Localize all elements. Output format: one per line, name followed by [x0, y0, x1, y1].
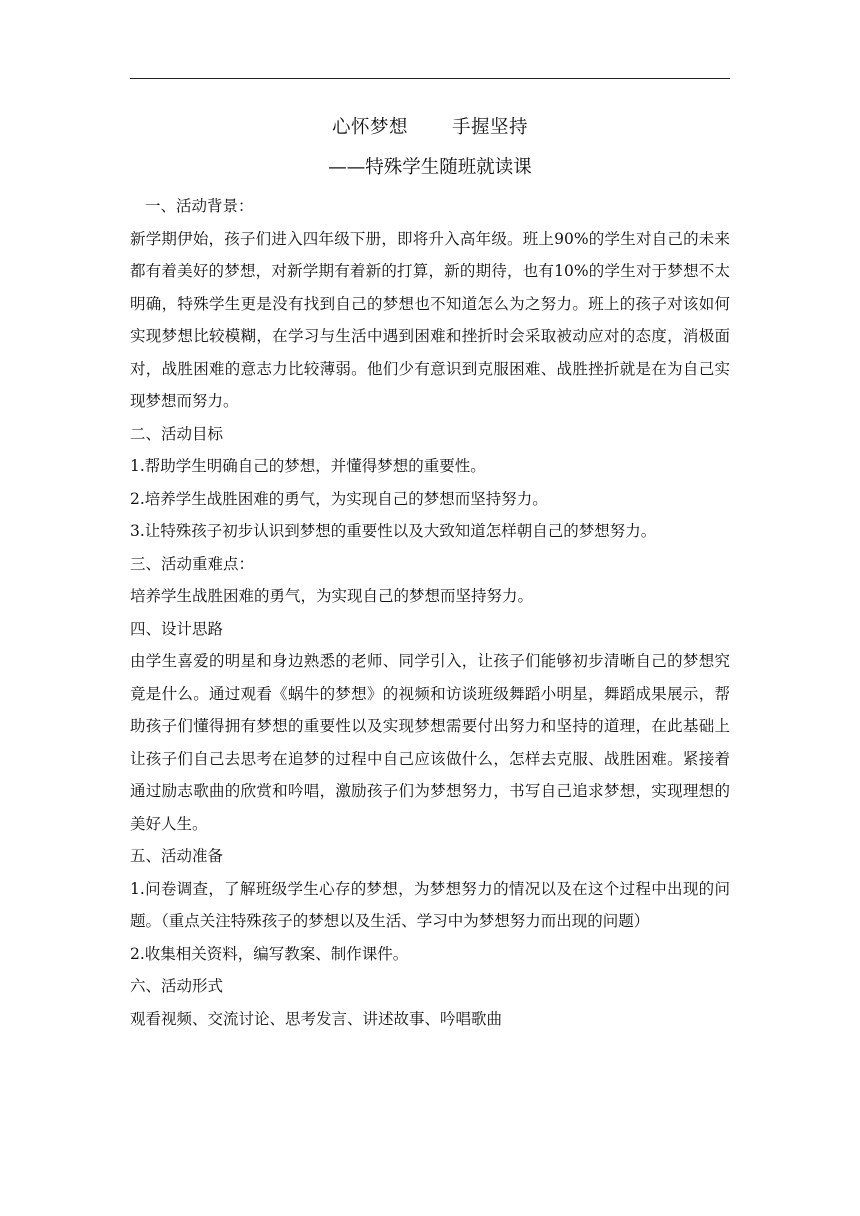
section-heading-design: 四、设计思路: [130, 619, 224, 638]
design-paragraph: 由学生喜爱的明星和身边熟悉的老师、同学引入，让孩子们能够初步清晰自己的梦想究竟是什么。通过观看《蜗牛的梦想》的视频和访谈班级舞蹈小明星，舞蹈成果展示，帮助孩子们懂得拥有梦想的重要性以及实现梦想需要付出努力和坚持的道理，在此基础上让孩子们自己去思考在追梦的过程中自己应该做什么，怎样去克服、战胜困难。紧接着通过励志歌曲的欣赏和吟唱，激励孩子们为梦想努力，书写自己追求梦想，实现理想的美好人生。: [130, 652, 730, 833]
goal-item-2: 2.培养学生战胜困难的勇气，为实现自己的梦想而坚持努力。: [130, 489, 548, 508]
document-subtitle: ——特殊学生随班就读课: [328, 157, 532, 178]
preparation-item-1: 1.问卷调查，了解班级学生心存的梦想，为梦想努力的情况以及在这个过程中出现的问题。（重点关注特殊孩子的梦想以及生活、学习中为梦想努力而出现的问题）: [130, 879, 730, 930]
section-heading-preparation: 五、活动准备: [130, 847, 224, 865]
section-heading-goals: 二、活动目标: [130, 424, 224, 443]
preparation-item-2: 2.收集相关资料，编写教案、制作课件。: [130, 944, 409, 963]
section-heading-keypoints: 三、活动重难点：: [130, 554, 255, 573]
title-part-2: 手握坚持: [452, 117, 529, 138]
section-heading-form: 六、活动形式: [130, 977, 224, 995]
header-rule: [130, 78, 730, 79]
document-title: [130, 108, 730, 148]
background-paragraph: 新学期伊始，孩子们进入四年级下册，即将升入高年级。班上90%的学生对自己的未来都有着美好的梦想，对新学期有着新的打算，新的期待，也有10%的学生对于梦想不太明确，特殊学生更是没有找到自己的梦想也不知道怎么为之努力。班上的孩子对该如何实现梦想比较模糊，在学习与生活中遇到困难和挫折时会采取被动应对的态度，消极面对，战胜困难的意志力比较薄弱。他们少有意识到克服困难、战胜挫折就是在为自己实现梦想而努力。: [130, 229, 730, 410]
keypoints-paragraph: 培养学生战胜困难的勇气，为实现自己的梦想而坚持努力。: [130, 587, 534, 605]
form-paragraph: 观看视频、交流讨论、思考发言、讲述故事、吟唱歌曲: [130, 1009, 503, 1028]
title-part-1: 心怀梦想: [331, 117, 408, 138]
goal-item-3: 3.让特殊孩子初步认识到梦想的重要性以及大致知道怎样朝自己的梦想努力。: [130, 522, 657, 540]
document-body: [130, 108, 730, 1035]
section-heading-background: 一、活动背景：: [145, 197, 254, 215]
goal-item-1: 1.帮助学生明确自己的梦想，并懂得梦想的重要性。: [130, 457, 486, 475]
